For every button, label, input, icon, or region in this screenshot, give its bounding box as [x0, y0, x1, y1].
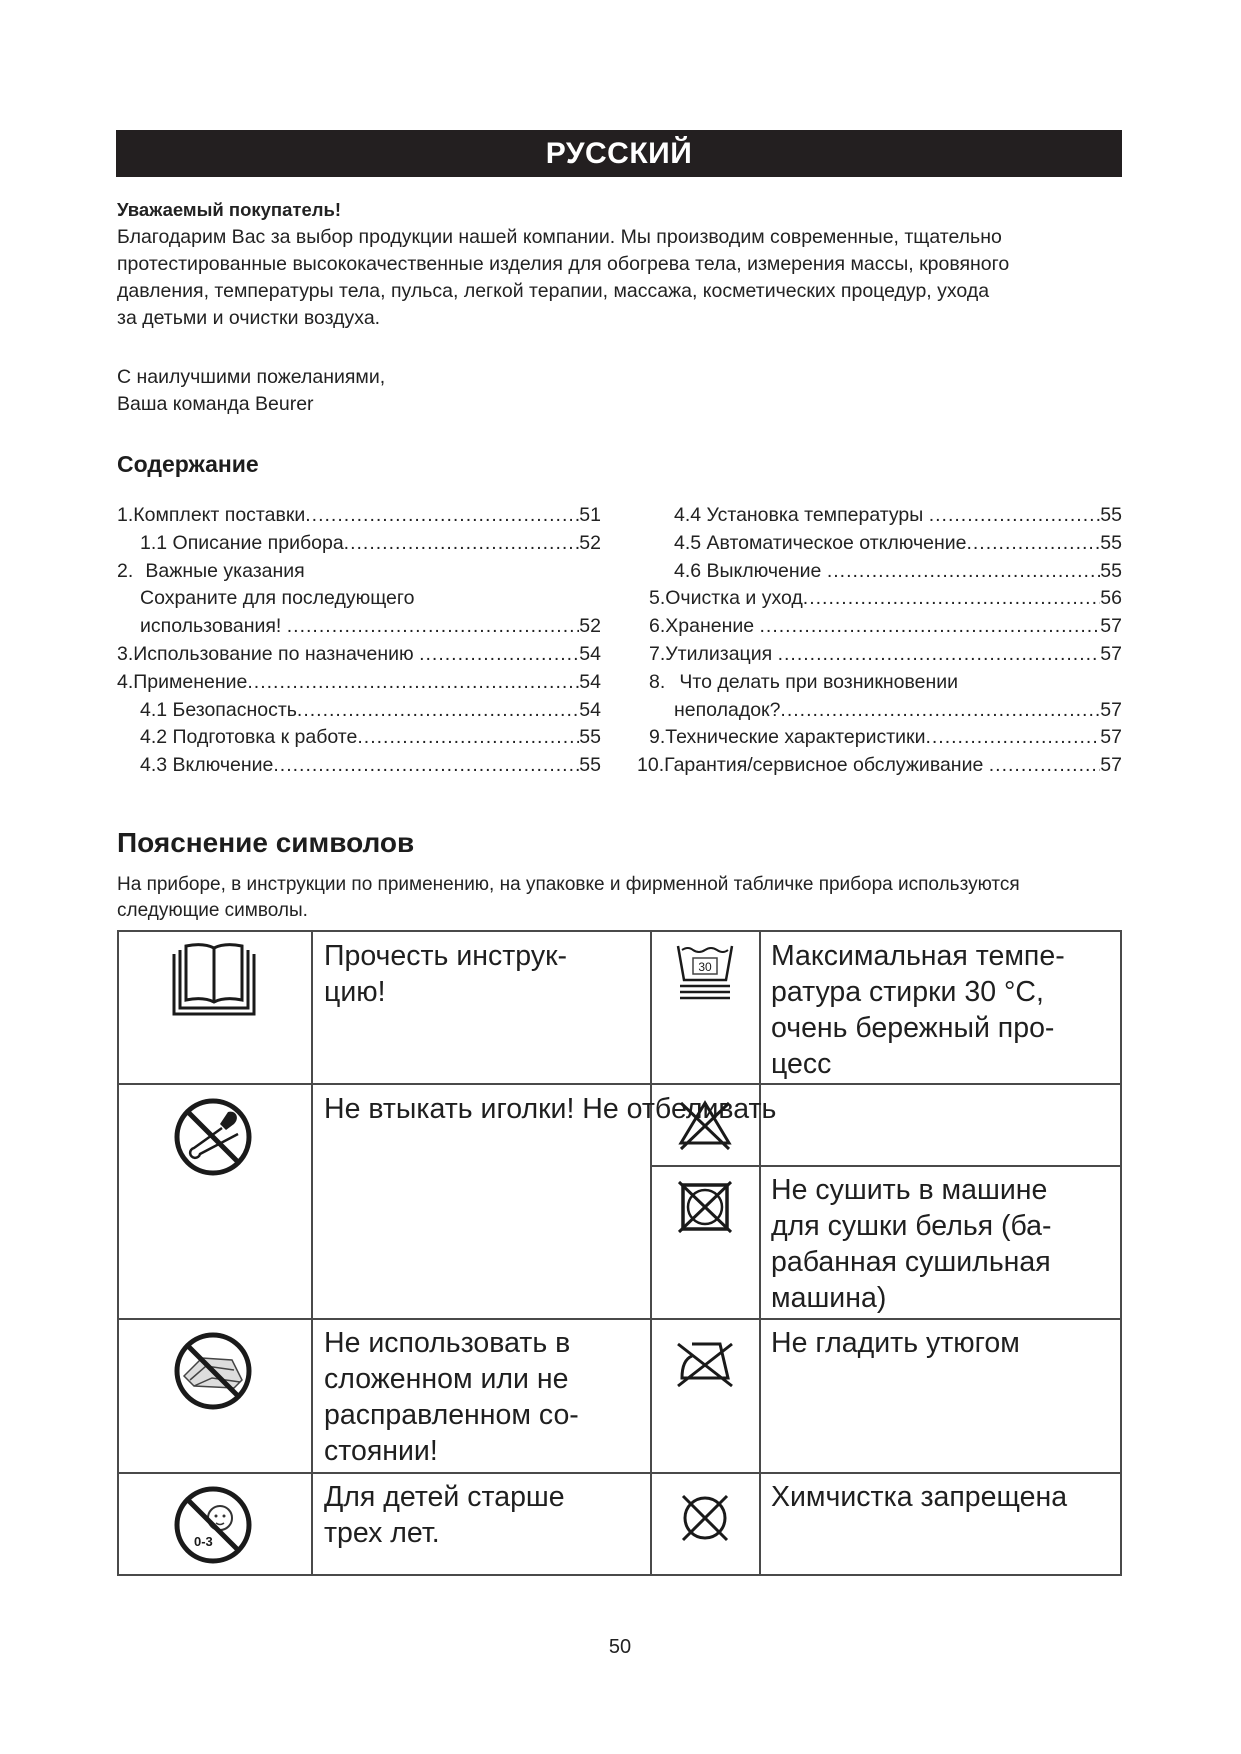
toc-number: 8. — [649, 670, 666, 693]
toc-page-number: 54 — [579, 698, 601, 721]
intro-line: за детьми и очистки воздуха. — [117, 307, 381, 329]
toc-leader-dots — [273, 751, 579, 779]
no-folded-use-icon — [172, 1330, 254, 1412]
signoff-line: С наилучшими пожеланиями, — [117, 366, 386, 388]
text-line: трех лет. — [324, 1517, 440, 1549]
toc-entry[interactable] — [649, 723, 1122, 751]
no-dry-cleaning-icon — [677, 1490, 733, 1546]
text-line: ратура стирки 30 °C, — [771, 976, 1044, 1008]
page-number: 50 — [608, 1636, 632, 1658]
toc-number: 9. — [649, 726, 666, 749]
toc-number: 5. — [649, 587, 666, 610]
table-col-divider — [650, 930, 652, 1576]
toc-leader-dots — [925, 723, 1100, 751]
toc-leader-dots — [357, 723, 579, 751]
signoff-line: Ваша команда Beurer — [117, 393, 314, 415]
language-banner: РУССКИЙ — [116, 130, 1122, 177]
text-line: Не гладить утюгом — [771, 1327, 1020, 1359]
toc-entry[interactable] — [674, 557, 1122, 585]
toc-entry[interactable] — [649, 668, 1122, 696]
toc-entry[interactable] — [649, 640, 1122, 668]
table-row-divider — [117, 1318, 1122, 1320]
toc-leader-dots — [287, 612, 580, 640]
table-border-top — [117, 930, 1122, 932]
toc-number: 1. — [117, 504, 134, 526]
symbols-title: Пояснение символов — [117, 827, 415, 858]
toc-page-number: 57 — [1100, 726, 1122, 749]
toc-label: Хранение — [665, 615, 760, 638]
text-line: Максимальная темпе- — [771, 940, 1065, 972]
toc-leader-dots — [760, 612, 1101, 640]
toc-number: 2. — [117, 559, 134, 582]
toc-label: 1.1 Описание прибора — [140, 531, 344, 554]
toc-page-number: 57 — [1100, 643, 1122, 665]
text-line: цесс — [771, 1048, 832, 1080]
toc-entry[interactable] — [649, 584, 1122, 612]
symbols-description-line: следующие символы. — [117, 900, 308, 921]
toc-entry[interactable] — [637, 751, 1122, 779]
toc-number: 3. — [117, 643, 134, 665]
text-line: Не втыкать иголки! Не отбеливать — [324, 1093, 777, 1125]
symbol-description — [324, 1325, 579, 1469]
toc-label: Сохраните для последующего — [140, 587, 415, 610]
text-line: рабанная сушильная — [771, 1246, 1051, 1278]
toc-leader-dots — [419, 640, 579, 668]
toc-leader-dots — [247, 668, 579, 696]
toc-entry[interactable] — [140, 696, 601, 724]
text-line: сложенном или не — [324, 1363, 569, 1395]
toc-label: использования! — [140, 615, 287, 638]
toc-entry[interactable] — [140, 751, 601, 779]
symbols-description-line: На приборе, в инструкции по применению, на упаковке и фирменной табличке прибора используются — [117, 874, 1020, 895]
toc-label: 4.6 Выключение — [674, 559, 827, 582]
table-col-divider — [311, 930, 313, 1576]
greeting-heading: Уважаемый покупатель! — [117, 199, 342, 220]
toc-entry[interactable] — [140, 723, 601, 751]
toc-entry[interactable] — [117, 640, 601, 668]
toc-label: 4.5 Автоматическое отключение — [674, 531, 967, 554]
toc-label: Применение — [133, 670, 248, 693]
toc-page-number: 57 — [1100, 754, 1122, 777]
toc-leader-dots — [780, 696, 1100, 724]
read-manual-icon — [166, 940, 262, 1022]
toc-leader-dots — [966, 529, 1100, 557]
toc-leader-dots — [989, 751, 1101, 779]
intro-line: протестированные высококачественные изделия для обогрева тела, измерения массы, кровяного — [117, 253, 1010, 275]
toc-label: 4.1 Безопасность — [140, 698, 297, 721]
toc-page-number: 55 — [1100, 559, 1122, 582]
toc-leader-dots — [297, 696, 579, 724]
symbol-description — [324, 938, 567, 1010]
toc-leader-dots — [827, 557, 1100, 585]
toc-entry[interactable] — [117, 668, 601, 696]
text-line: стоянии! — [324, 1435, 438, 1467]
toc-page-number: 57 — [1100, 698, 1122, 721]
symbol-description — [771, 1479, 1067, 1515]
toc-number: 4. — [117, 670, 134, 693]
toc-label: Комплект поставки — [133, 504, 306, 526]
toc-number: 6. — [649, 615, 666, 638]
table-border-bottom — [117, 1574, 1122, 1576]
symbol-description — [324, 1479, 565, 1551]
toc-entry[interactable] — [140, 612, 601, 640]
no-bleach-icon — [675, 1097, 735, 1153]
toc-page-number: 51 — [579, 504, 601, 526]
toc-entry[interactable] — [649, 612, 1122, 640]
toc-label: Использование по назначению — [133, 643, 420, 665]
toc-page-number: 55 — [579, 754, 601, 777]
table-row-divider — [650, 1165, 1122, 1167]
toc-entry[interactable] — [117, 557, 601, 585]
intro-line: Благодарим Вас за выбор продукции нашей компании. Мы производим современные, тщательно — [117, 226, 1002, 248]
toc-page-number: 52 — [579, 531, 601, 554]
toc-label: Гарантия/сервисное обслуживание — [664, 754, 989, 777]
toc-leader-dots — [305, 501, 579, 529]
toc-page-number: 52 — [579, 615, 601, 638]
text-line: Химчистка запрещена — [771, 1481, 1068, 1513]
text-line: Не сушить в машине — [771, 1174, 1048, 1206]
wash-30-gentle-icon — [674, 940, 736, 1002]
toc-label: неполадок? — [674, 698, 781, 721]
text-line: цию! — [324, 976, 386, 1008]
toc-label: 4.2 Подготовка к работе — [140, 726, 358, 749]
text-line: расправленном со- — [324, 1399, 579, 1431]
age-label: 0-3 — [194, 1534, 213, 1549]
toc-entry[interactable] — [674, 529, 1122, 557]
toc-label: Что делать при возникновении — [674, 670, 959, 693]
toc-leader-dots — [803, 584, 1101, 612]
text-line: Не использовать в — [324, 1327, 571, 1359]
toc-page-number: 54 — [579, 670, 601, 693]
intro-line: давления, температуры тела, пульса, легкой терапии, массажа, косметических процедур, ухода — [117, 280, 990, 302]
toc-label: Важные указания — [140, 559, 305, 582]
toc-page-number: 55 — [1100, 531, 1122, 554]
toc-page-number: 54 — [579, 643, 601, 665]
toc-page-number: 56 — [1100, 587, 1122, 610]
text-line: очень бережный про- — [771, 1012, 1055, 1044]
toc-entry[interactable] — [140, 529, 601, 557]
symbol-description — [771, 938, 1065, 1082]
symbol-description — [771, 1172, 1052, 1316]
toc-entry[interactable] — [117, 501, 601, 529]
temperature-label: 30 — [698, 960, 712, 974]
toc-leader-dots — [929, 501, 1101, 529]
toc-entry[interactable] — [674, 696, 1122, 724]
text-line: машина) — [771, 1282, 887, 1314]
toc-leader-dots — [778, 640, 1101, 668]
toc-label: 4.3 Включение — [140, 754, 274, 777]
toc-label: 4.4 Установка температуры — [674, 504, 929, 526]
no-pins-icon — [172, 1096, 254, 1178]
toc-number: 10. — [637, 754, 665, 777]
table-border-right — [1120, 930, 1122, 1576]
toc-leader-dots — [344, 529, 580, 557]
no-tumble-dry-icon — [677, 1180, 733, 1234]
toc-label: Технические характеристики — [665, 726, 926, 749]
table-row-divider — [117, 1472, 1122, 1474]
table-col-divider — [759, 930, 761, 1576]
toc-label: Утилизация — [665, 643, 778, 665]
toc-entry[interactable] — [674, 501, 1122, 529]
text-line: для сушки белья (ба- — [771, 1210, 1052, 1242]
text-line: Для детей старше — [324, 1481, 565, 1513]
toc-page-number: 55 — [579, 726, 601, 749]
toc-label: Очистка и уход — [665, 587, 803, 610]
toc-page-number: 57 — [1100, 615, 1122, 638]
not-for-children-0-3-icon — [172, 1484, 254, 1566]
toc-page-number: 55 — [1100, 504, 1122, 526]
symbol-description — [771, 1325, 1020, 1361]
toc-title: Содержание — [117, 451, 259, 477]
toc-entry[interactable] — [140, 584, 601, 612]
toc-number: 7. — [649, 643, 666, 665]
table-border-left — [117, 930, 119, 1576]
table-row-divider — [117, 1083, 1122, 1085]
text-line: Прочесть инструк- — [324, 940, 568, 972]
no-ironing-icon — [674, 1338, 736, 1390]
